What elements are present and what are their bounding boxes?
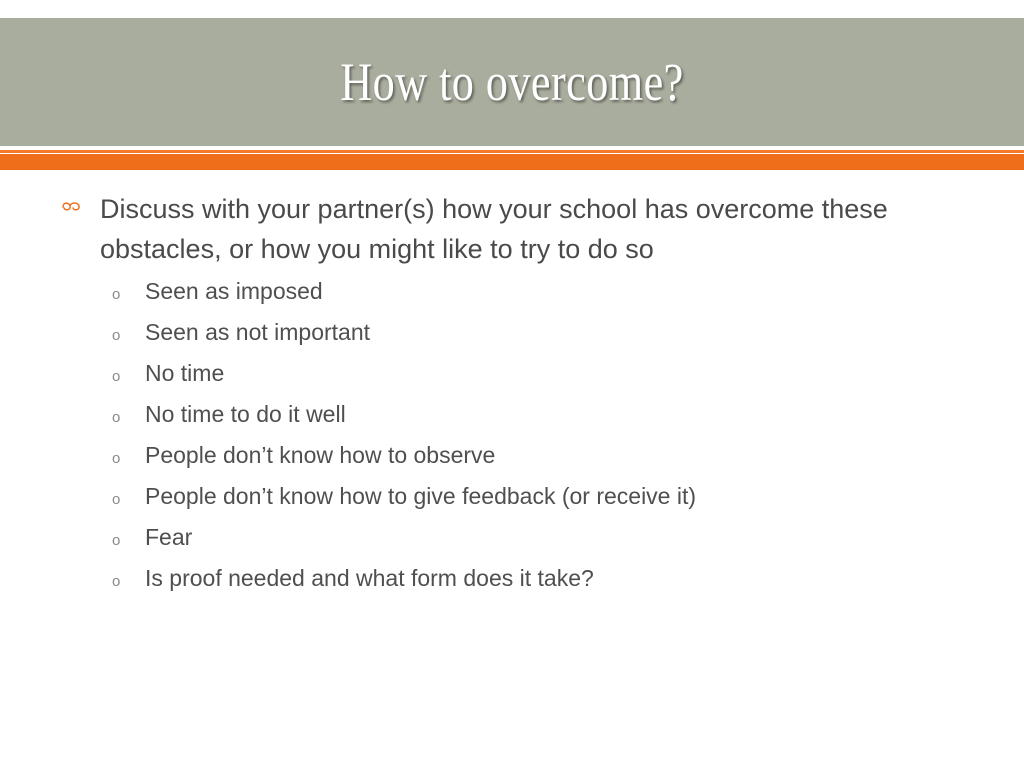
obstacle-item xyxy=(112,357,696,398)
obstacle-item xyxy=(112,480,696,521)
circle-bullet-icon: o xyxy=(112,286,121,303)
obstacle-item xyxy=(112,275,696,316)
circle-bullet-icon: o xyxy=(112,573,121,590)
obstacle-text: No time to do it well xyxy=(145,401,346,427)
obstacle-item xyxy=(112,316,696,357)
swirl-bullet-icon xyxy=(60,193,90,223)
obstacle-text: Fear xyxy=(145,524,193,550)
main-bullet-point xyxy=(60,189,970,269)
obstacle-text: People don’t know how to observe xyxy=(145,442,496,468)
obstacle-text: Is proof needed and what form does it take? xyxy=(145,565,594,591)
slide-title: How to overcome? xyxy=(340,52,684,112)
obstacle-list xyxy=(112,275,696,603)
circle-bullet-icon: o xyxy=(112,491,121,508)
circle-bullet-icon: o xyxy=(112,409,121,426)
main-point-text: Discuss with your partner(s) how your school has overcome these obstacles, or how you might like to try to do so xyxy=(100,194,888,264)
circle-bullet-icon: o xyxy=(112,327,121,344)
obstacle-item xyxy=(112,398,696,439)
obstacle-text: No time xyxy=(145,360,225,386)
obstacle-text: Seen as not important xyxy=(145,319,371,345)
obstacle-item xyxy=(112,521,696,562)
obstacle-item xyxy=(112,439,696,480)
obstacle-text: People don’t know how to give feedback (or receive it) xyxy=(145,483,697,509)
circle-bullet-icon: o xyxy=(112,368,121,385)
obstacle-item xyxy=(112,562,696,603)
circle-bullet-icon: o xyxy=(112,450,121,467)
obstacle-text: Seen as imposed xyxy=(145,278,323,304)
circle-bullet-icon: o xyxy=(112,532,121,549)
